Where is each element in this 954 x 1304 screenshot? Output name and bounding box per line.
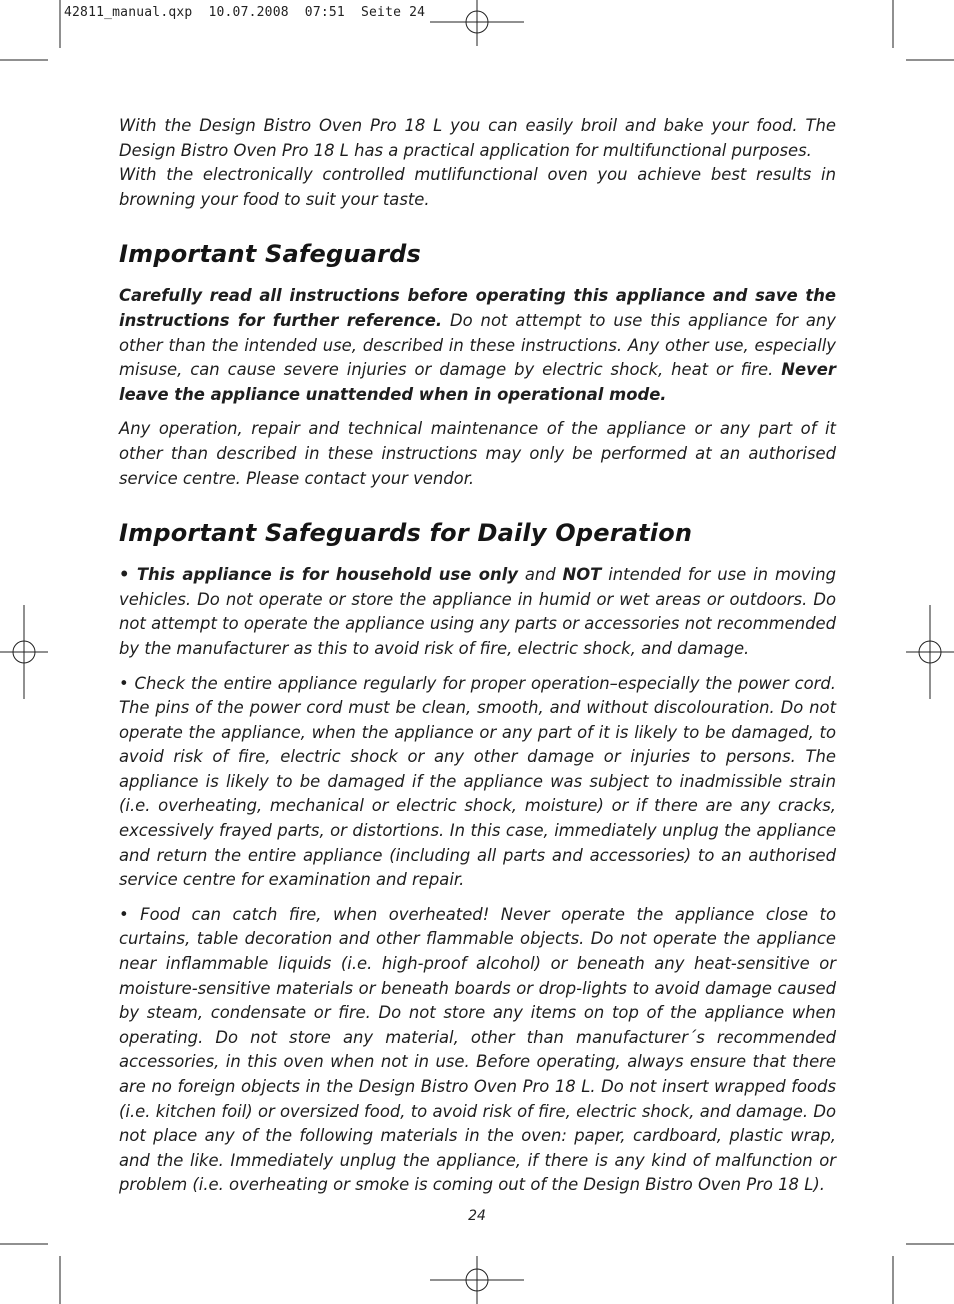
bold-text: Never leave the appliance unattended when in operational mode. [119,360,836,404]
bullet-paragraph: • Food can catch fire, when overheated! Never operate the appliance close to curtains, table decoration and other flammable objects. Do not operate the appliance near inflammable liquids (i.e. high-proof alcohol) or beneath any heat-sensitive or moisture-sensitive materials or beneath boards or drop-lights to avoid damage caused by steam, condensate or fire. Do not store any items on top of the appliance when operating. Do not store any material, other than manufacturer´s recommended accessories, in this oven when not in use. Before operating, always ensure that there are no foreign objects in the Design Bistro Oven Pro 18 L. Do not insert wrapped foods (i.e. kitchen foil) or oversized food, to avoid risk of fire, electric shock, and damage. Do not place any of the following materials in the oven: paper, cardboard, plastic wrap, and the like. Immediately unplug the appliance, if there is any kind of malfunction or problem (i.e. overheating or smoke is coming out of the Design Bistro Oven Pro 18 L). [119,904,836,1195]
section-heading-safeguards: Important Safeguards [119,240,421,269]
body-text: Do not attempt to use this appliance for any other than the intended use, described in these instructions. Any other use, especially misuse, can cause severe injuries or damage by electric shock, heat or fire. [119,310,836,380]
registration-mark [906,605,954,699]
body-text: intended for use in moving vehicles. Do not operate or store the appliance in humid or wet areas or outdoors. Do not attempt to operate the appliance using any parts or accessories not recommended by the manufacturer as this to avoid risk of fire, electric shock, and damage. [119,565,836,658]
intro-paragraph: With the electronically controlled mutlifunctional oven you achieve best results in browning your food to suit your taste. [119,165,836,209]
manual-content [119,114,836,1208]
body-text: and [517,565,563,585]
safeguards-paragraph: Any operation, repair and technical maintenance of the appliance or any part of it other than described in these instructions may only be performed at an authorised service centre. Please contact your vendor. [119,419,836,488]
registration-mark [430,1256,524,1304]
page-number: 24 [468,1208,486,1224]
bold-text: • This appliance is for household use only [119,565,518,585]
bullet-paragraph [119,563,836,661]
bold-text: NOT [562,565,602,585]
print-slug: 42811_manual.qxp 10.07.2008 07:51 Seite 24 [64,5,426,20]
intro-paragraph: With the Design Bistro Oven Pro 18 L you can easily broil and bake your food. The Design Bistro Oven Pro 18 L has a practical application for multifunctional purposes. [119,116,836,160]
registration-mark [430,0,524,46]
bullet-paragraph: • Check the entire appliance regularly for proper operation–especially the power cord. The pins of the power cord must be clean, smooth, and without discolouration. Do not operate the appliance, when the appliance or any part of it is likely to be damaged, to avoid risk of fire, electric shock or any other damage or injuries to persons. The appliance is likely to be damaged if the appliance was subject to inadmissible strain (i.e. overheating, mechanical or electric shock, moisture) or if there are any cracks, excessively frayed parts, or distortions. In this case, immediately unplug the appliance and return the entire appliance (including all parts and accessories) to an authorised service centre for examination and repair. [119,673,836,890]
safeguards-paragraph [119,284,836,407]
registration-mark [0,605,48,699]
section-heading-daily-operation: Important Safeguards for Daily Operation [119,519,693,548]
bold-text: Carefully read all instructions before operating this appliance and save the instructions for further reference. [119,286,836,330]
